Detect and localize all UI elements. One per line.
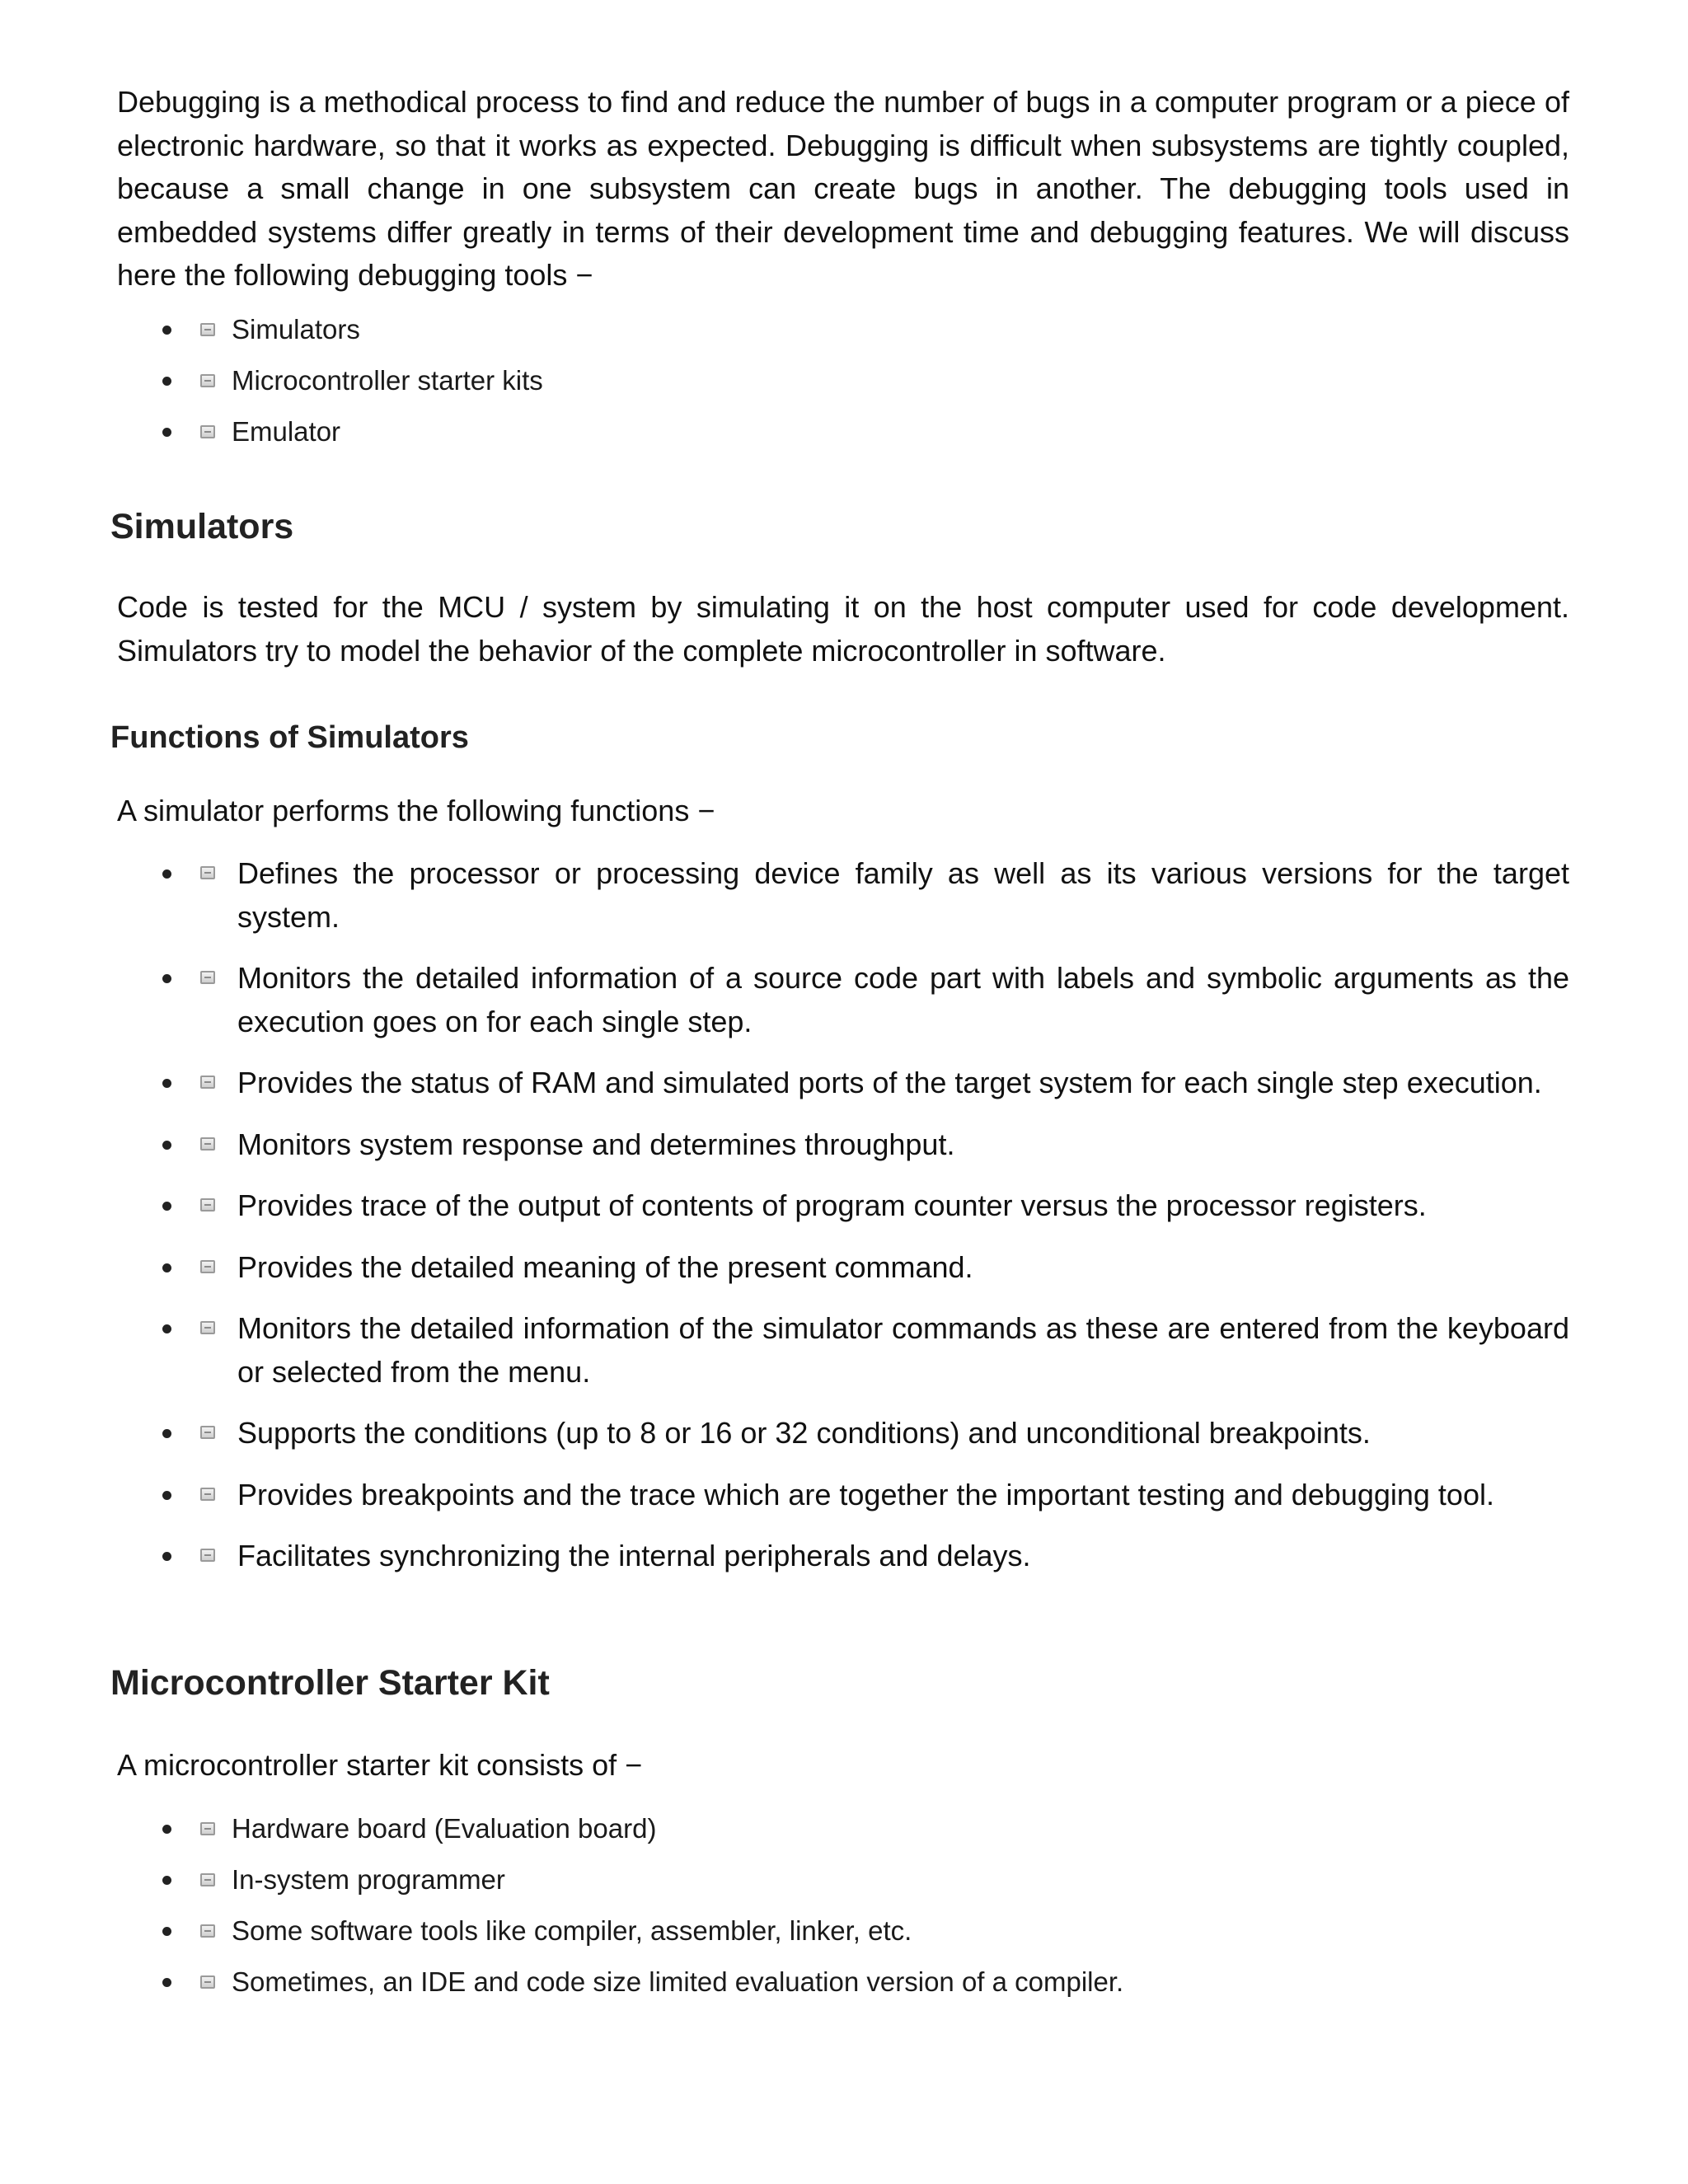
bullet-dot-icon [162, 974, 171, 983]
list-square-icon [200, 1975, 215, 1989]
bullet-dot-icon [162, 326, 171, 335]
simulators-heading: Simulators [110, 507, 294, 546]
bullet-dot-icon [162, 1552, 171, 1561]
list-item [0, 957, 1569, 1043]
bullet-dot-icon [162, 1202, 171, 1211]
list-item-text: Microcontroller starter kits [232, 365, 543, 396]
list-item [0, 1246, 1569, 1290]
list-square-icon [200, 866, 215, 879]
bullet-dot-icon [162, 1876, 171, 1885]
bullet-dot-icon [162, 428, 171, 437]
bullet-dot-icon [162, 1324, 171, 1333]
list-item-text: Monitors the detailed information of the simulator commands as these are entered from the keyboard or selected from the menu. [237, 1311, 1569, 1389]
list-item [0, 1535, 1569, 1578]
starter-kit-heading: Microcontroller Starter Kit [110, 1663, 550, 1703]
list-item-text: Defines the processor or processing device family as well as its various versions for the target system. [237, 856, 1569, 934]
list-item [0, 1123, 1569, 1167]
list-square-icon [200, 1076, 215, 1089]
list-item-text: Provides trace of the output of contents of program counter versus the processor registers. [237, 1188, 1427, 1222]
list-square-icon [200, 374, 215, 387]
list-item [0, 1412, 1569, 1455]
list-item [0, 1307, 1569, 1394]
functions-lead: A simulator performs the following functions − [117, 794, 715, 827]
bullet-dot-icon [162, 1978, 171, 1987]
simulator-functions-list [0, 852, 1569, 1596]
list-item-text: Provides the detailed meaning of the present command. [237, 1249, 973, 1284]
list-square-icon [200, 1488, 215, 1501]
list-item-text: Some software tools like compiler, assembler, linker, etc. [232, 1915, 912, 1946]
list-item-text: Hardware board (Evaluation board) [232, 1813, 657, 1844]
list-item-text: Monitors the detailed information of a source code part with labels and symbolic arguments as the execution goes on for each single step. [237, 961, 1569, 1038]
starter-kit-lead: A microcontroller starter kit consists of − [117, 1748, 643, 1782]
list-square-icon [200, 1822, 215, 1835]
list-square-icon [200, 1198, 215, 1212]
list-square-icon [200, 971, 215, 984]
list-square-icon [200, 323, 215, 336]
list-item [0, 1474, 1569, 1517]
list-square-icon [200, 425, 215, 438]
list-square-icon [200, 1873, 215, 1886]
bullet-dot-icon [162, 1429, 171, 1438]
list-item [0, 1062, 1569, 1105]
list-item-text: Simulators [232, 314, 360, 344]
bullet-dot-icon [162, 1141, 171, 1150]
list-item [0, 1184, 1569, 1228]
functions-heading: Functions of Simulators [110, 720, 469, 755]
list-square-icon [200, 1549, 215, 1562]
simulators-paragraph: Code is tested for the MCU / system by simulating it on the host computer used for code development. Simulators try to model the behavior of the complete microcontroller in software. [117, 590, 1569, 668]
bullet-dot-icon [162, 1491, 171, 1500]
list-square-icon [200, 1924, 215, 1938]
bullet-dot-icon [162, 1079, 171, 1088]
list-item-text: Sometimes, an IDE and code size limited evaluation version of a compiler. [232, 1966, 1124, 1997]
list-item-text: Provides breakpoints and the trace which are together the important testing and debugging tool. [237, 1477, 1494, 1511]
list-item-text: Provides the status of RAM and simulated ports of the target system for each single step execution. [237, 1066, 1542, 1099]
list-square-icon [200, 1426, 215, 1439]
list-square-icon [200, 1260, 215, 1273]
list-item-text: Supports the conditions (up to 8 or 16 or 32 conditions) and unconditional breakpoints. [237, 1416, 1371, 1450]
list-item-text: Monitors system response and determines throughput. [237, 1127, 955, 1161]
list-square-icon [200, 1321, 215, 1334]
bullet-dot-icon [162, 377, 171, 386]
bullet-dot-icon [162, 869, 171, 879]
intro-paragraph: Debugging is a methodical process to find and reduce the number of bugs in a computer program or a piece of electronic hardware, so that it works as expected. Debugging is difficult when subsystems are tightly coupled, because a small change in one subsystem can create bugs in another. The debugging tools used in embedded systems differ greatly in terms of their development time and debugging features. We will discuss here the following debugging tools − [117, 85, 1569, 292]
list-item-text: In-system programmer [232, 1864, 505, 1895]
bullet-dot-icon [162, 1927, 171, 1936]
bullet-dot-icon [162, 1825, 171, 1834]
list-item [0, 852, 1569, 939]
bullet-dot-icon [162, 1263, 171, 1272]
list-square-icon [200, 1137, 215, 1151]
list-item-text: Facilitates synchronizing the internal peripherals and delays. [237, 1539, 1031, 1572]
list-item-text: Emulator [232, 416, 341, 447]
